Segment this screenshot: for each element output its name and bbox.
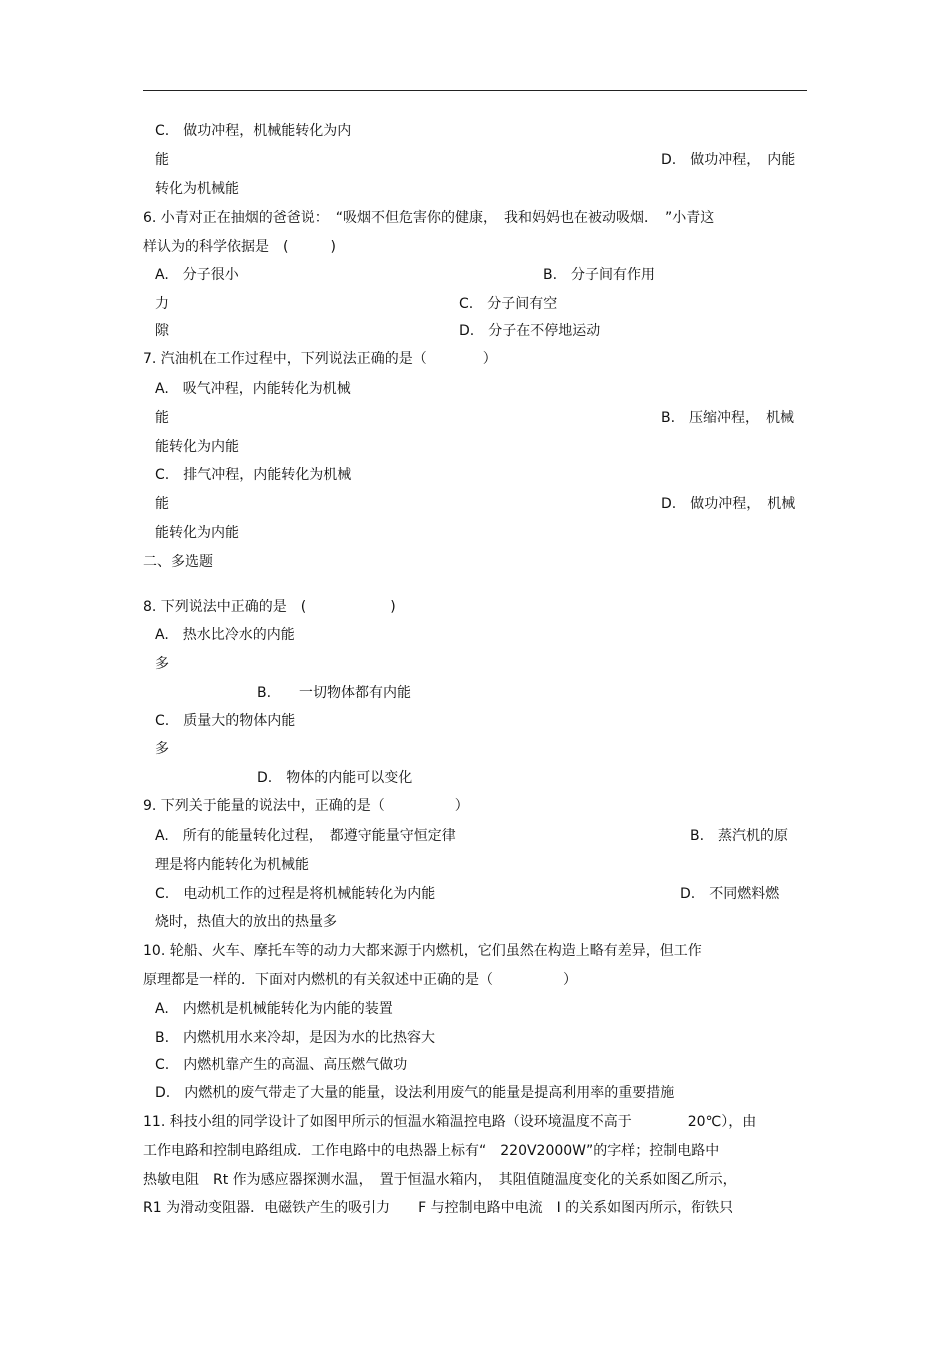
q6-option-b-cont: 力 (155, 296, 169, 312)
q7-option-b: B. 压缩冲程， 机械 (661, 410, 795, 426)
q5-option-d-cont: 转化为机械能 (155, 181, 239, 197)
q9-option-b-cont: 理是将内能转化为机械能 (155, 857, 309, 873)
q11-stem-line4: R1 为滑动变阻器．电磁铁产生的吸引力 F 与控制电路中电流 I 的关系如图丙所示，衔铁只 (143, 1200, 734, 1216)
q10-stem: 10. 轮船、火车、摩托车等的动力大都来源于内燃机，它们虽然在构造上略有差异，但工作 (143, 943, 702, 959)
q6-option-c-cont: 隙 (155, 323, 169, 339)
header-rule (143, 90, 807, 91)
q7-option-c-cont: 能 (155, 496, 169, 512)
q6-option-a: A. 分子很小 (155, 267, 239, 283)
q11-stem-line1: 11. 科技小组的同学设计了如图甲所示的恒温水箱温控电路（设环境温度不高于 20℃），由 (143, 1114, 757, 1130)
q9-option-d: D. 不同燃料燃 (680, 886, 780, 902)
q7-option-a: A. 吸气冲程，内能转化为机械 (155, 381, 351, 397)
q7-option-a-cont: 能 (155, 410, 169, 426)
q7-stem: 7. 汽油机在工作过程中，下列说法正确的是（ ） (143, 351, 497, 367)
q7-option-d-cont: 能转化为内能 (155, 525, 239, 541)
q5-option-d: D. 做功冲程， 内能 (661, 152, 796, 168)
q8-option-a-cont: 多 (155, 656, 169, 672)
q8-option-c-cont: 多 (155, 741, 169, 757)
q9-option-b: B. 蒸汽机的原 (690, 828, 789, 844)
q8-option-a: A. 热水比冷水的内能 (155, 627, 295, 643)
q7-option-d: D. 做功冲程， 机械 (661, 496, 796, 512)
q10-option-a: A. 内燃机是机械能转化为内能的装置 (155, 1001, 393, 1017)
q6-option-b: B. 分子间有作用 (543, 267, 656, 283)
q10-option-c: C. 内燃机靠产生的高温、高压燃气做功 (155, 1057, 408, 1073)
q5-option-c: C. 做功冲程，机械能转化为内 (155, 123, 352, 139)
q11-stem-line3: 热敏电阻 Rt 作为感应器探测水温， 置于恒温水箱内， 其阻值随温度变化的关系如图乙所示， (143, 1172, 737, 1188)
q5-option-c-cont: 能 (155, 152, 169, 168)
q9-option-d-cont: 烧时，热值大的放出的热量多 (155, 914, 337, 930)
q6-stem-cont: 样认为的科学依据是 ( ) (143, 239, 336, 255)
q11-stem-line2: 工作电路和控制电路组成．工作电路中的电热器上标有“ 220V2000W”的字样；控制电路中 (143, 1143, 720, 1159)
q6-stem: 6. 小青对正在抽烟的爸爸说： “吸烟不但危害你的健康， 我和妈妈也在被动吸烟． ”小青这 (143, 210, 715, 226)
q10-option-b: B. 内燃机用水来冷却，是因为水的比热容大 (155, 1030, 436, 1046)
q7-option-c: C. 排气冲程，内能转化为机械 (155, 467, 352, 483)
q10-option-d: D. 内燃机的废气带走了大量的能量，设法利用废气的能量是提高利用率的重要措施 (155, 1085, 675, 1101)
q6-option-d: D. 分子在不停地运动 (459, 323, 601, 339)
q8-option-d: D. 物体的内能可以变化 (257, 770, 413, 786)
section-heading: 二、多选题 (143, 554, 213, 570)
q9-option-c: C. 电动机工作的过程是将机械能转化为内能 (155, 886, 436, 902)
q9-option-a: A. 所有的能量转化过程， 都遵守能量守恒定律 (155, 828, 456, 844)
q8-option-c: C. 质量大的物体内能 (155, 713, 296, 729)
q8-option-b: B. 一切物体都有内能 (257, 685, 412, 701)
q10-stem-cont: 原理都是一样的．下面对内燃机的有关叙述中正确的是（ ） (143, 972, 577, 988)
q7-option-b-cont: 能转化为内能 (155, 439, 239, 455)
q8-stem: 8. 下列说法中正确的是 ( ) (143, 599, 396, 615)
q9-stem: 9. 下列关于能量的说法中，正确的是（ ） (143, 798, 469, 814)
q6-option-c: C. 分子间有空 (459, 296, 558, 312)
